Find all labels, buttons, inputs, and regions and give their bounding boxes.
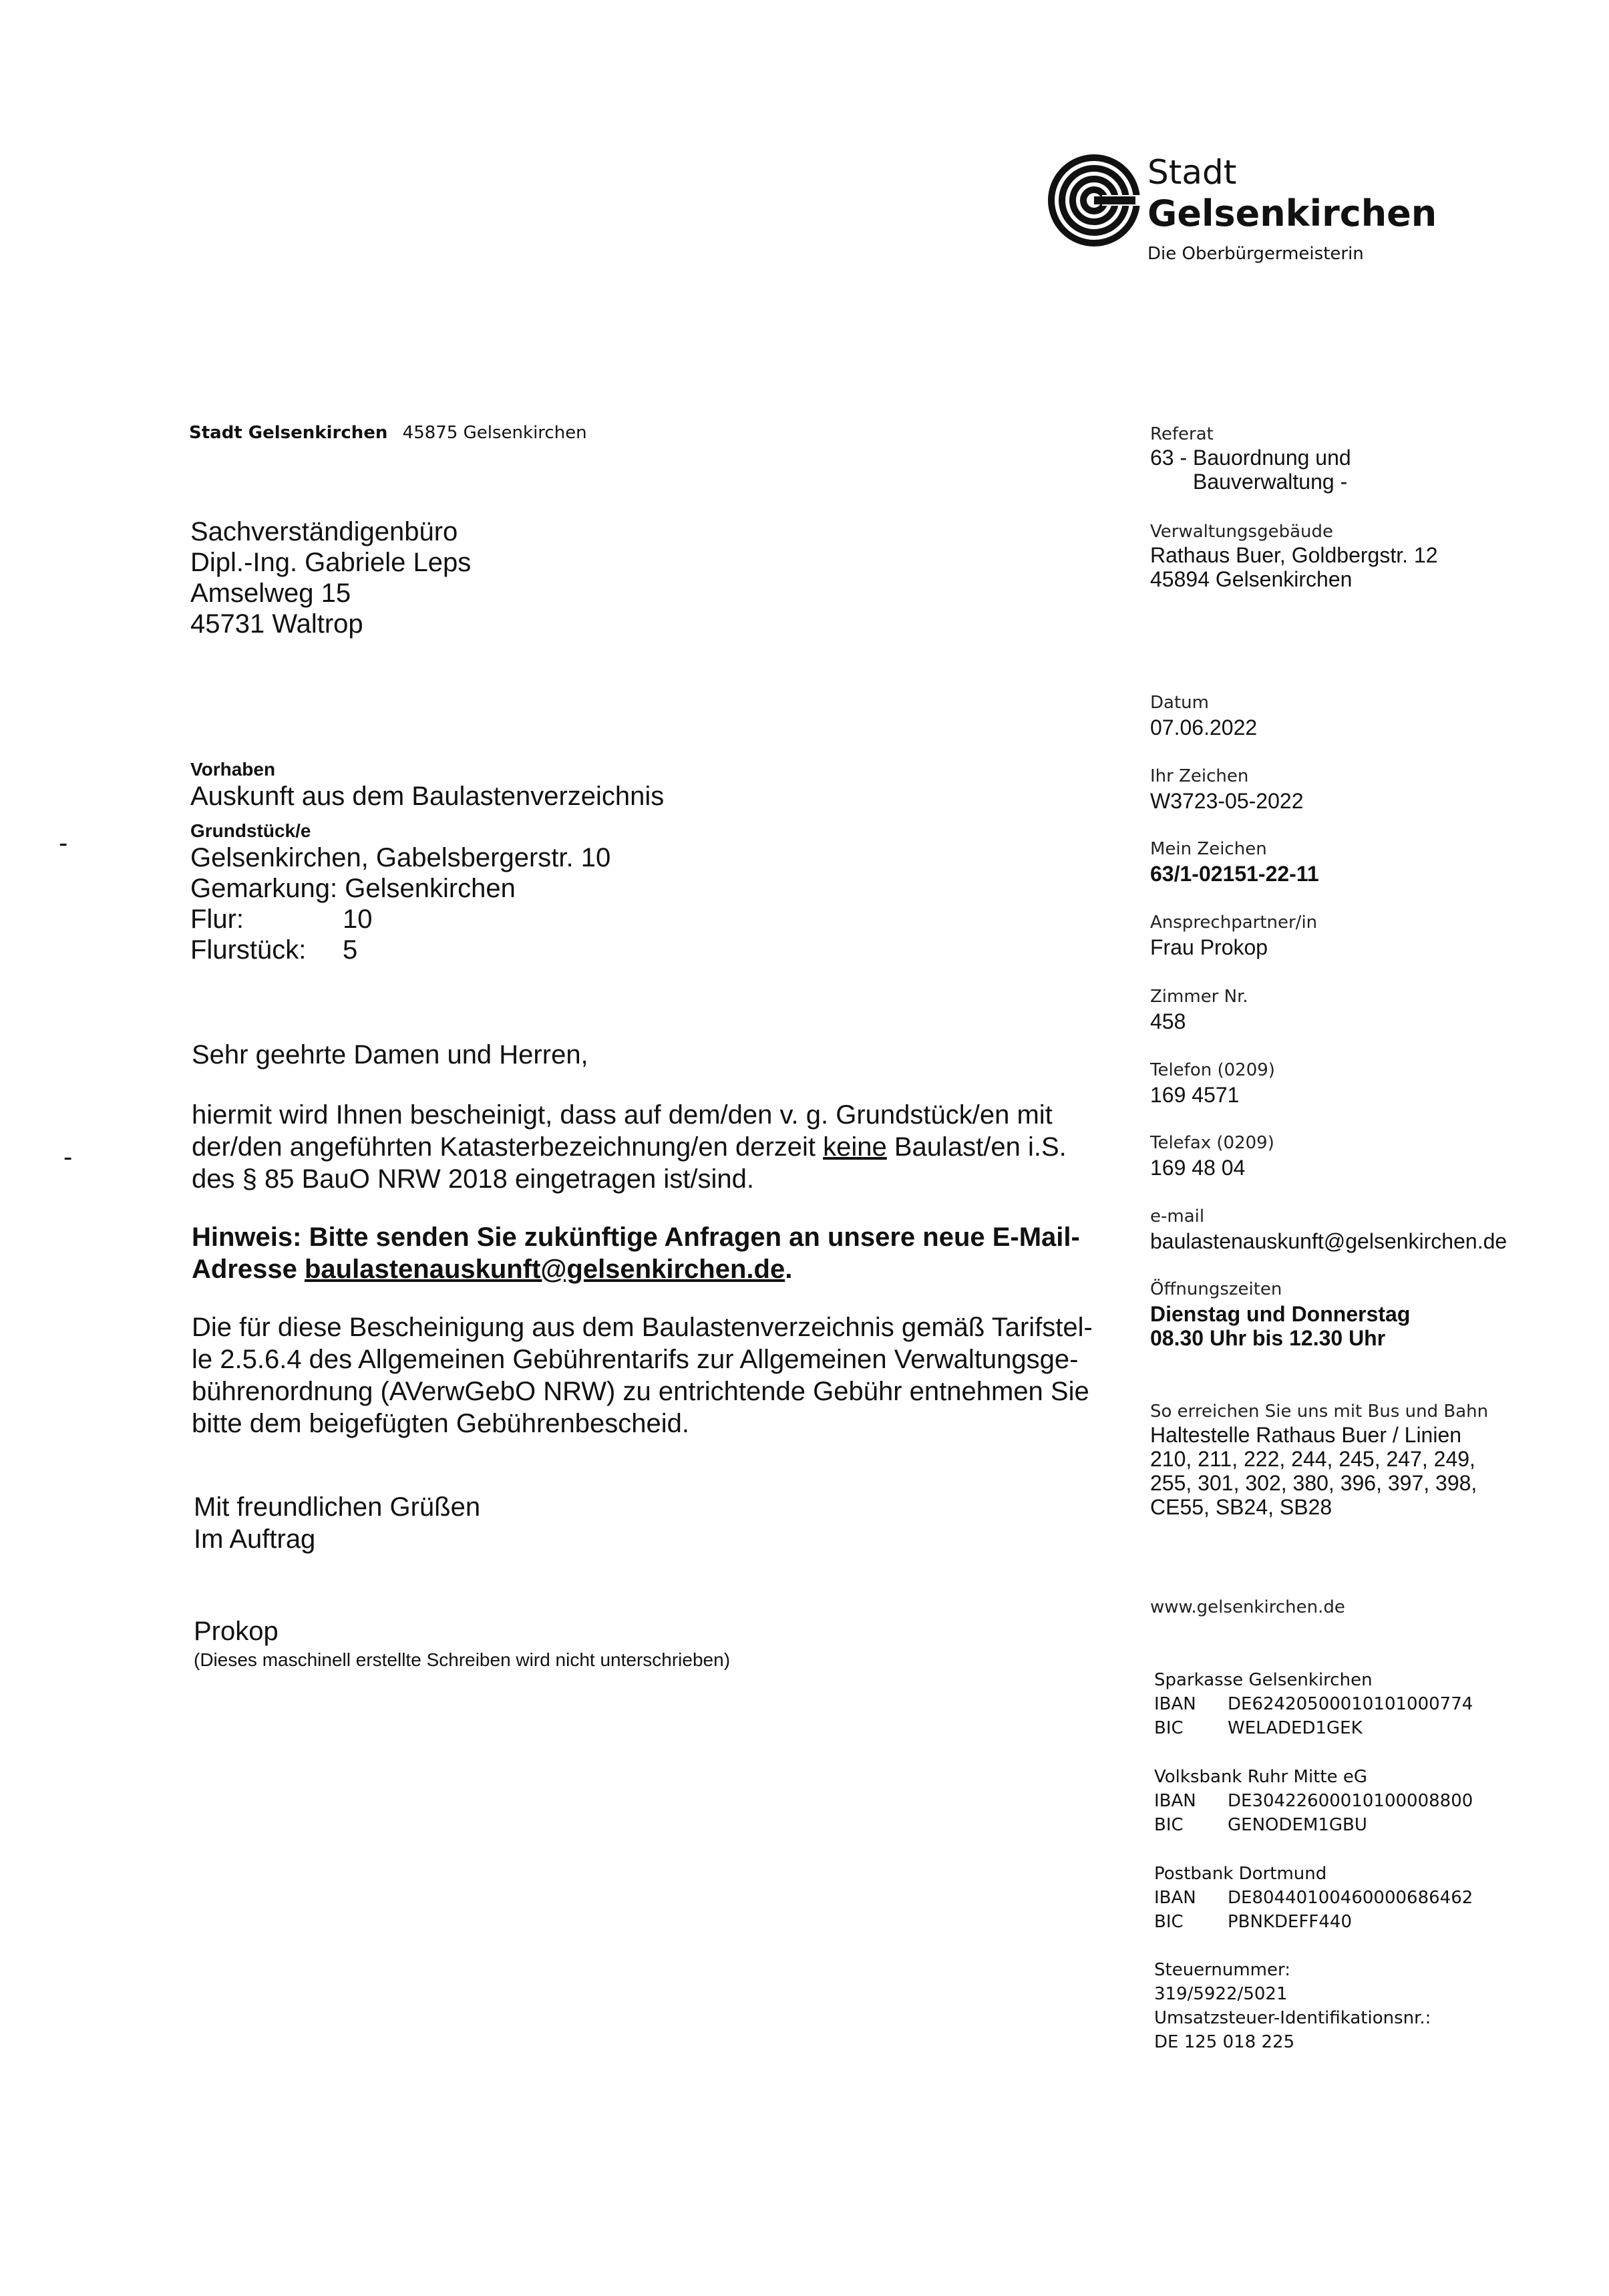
referat-line-1: 63 - Bauordnung und <box>1150 446 1351 470</box>
text-span: 02151-22-11 <box>1198 862 1319 886</box>
phone-label: Telefon (0209) <box>1150 1060 1275 1080</box>
signer-note: (Dieses maschinell erstellte Schreiben wird nicht unterschrieben) <box>194 1649 731 1670</box>
ihr-zeichen-label: Ihr Zeichen <box>1150 766 1249 786</box>
phone-value: 169 4571 <box>1150 1083 1240 1107</box>
paragraph-line: le 2.5.6.4 des Allgemeinen Gebührentarifs zur Allgemeinen Verwaltungsge- <box>192 1345 1079 1374</box>
building-line-1: Rathaus Buer, Goldbergstr. 12 <box>1150 543 1438 567</box>
bic-value: WELADED1GEK <box>1228 1718 1363 1738</box>
recipient-line: 45731 Waltrop <box>190 609 363 639</box>
paragraph-certification <box>192 1099 1067 1195</box>
paragraph-line: Die für diese Bescheinigung aus dem Baulastenverzeichnis gemäß Tarifstel- <box>192 1313 1093 1342</box>
vat-label: Umsatzsteuer-Identifikationsnr.: <box>1154 2008 1431 2028</box>
flurstueck-label: Flurstück: <box>190 935 307 965</box>
city-logo <box>1047 154 1448 274</box>
salutation: Sehr geehrte Damen und Herren, <box>192 1040 588 1070</box>
bank-name: Volksbank Ruhr Mitte eG <box>1154 1767 1367 1787</box>
grundstueck-value: Gelsenkirchen, Gabelsbergerstr. 10 <box>190 843 611 872</box>
logo-line-1: Stadt <box>1147 153 1237 192</box>
transit-line: 210, 211, 222, 244, 245, 247, 249, <box>1150 1447 1475 1471</box>
hours-line-1: Dienstag und Donnerstag <box>1150 1302 1411 1326</box>
iban-value: DE80440100460000686462 <box>1228 1888 1473 1908</box>
logo-line-2: Gelsenkirchen <box>1147 192 1437 234</box>
text-span: Baulast/en i.S. <box>886 1132 1067 1162</box>
contact-label: Ansprechpartner/in <box>1150 913 1318 933</box>
vorhaben-label: Vorhaben <box>190 759 276 780</box>
bank-entry <box>1154 1668 1528 1740</box>
transit-line: Haltestelle Rathaus Buer / Linien <box>1150 1423 1462 1447</box>
datum-label: Datum <box>1150 693 1209 713</box>
margin-mark: - <box>59 828 68 858</box>
email-label: e-mail <box>1150 1206 1205 1226</box>
tax-block <box>1154 1958 1528 2054</box>
closing-line: Mit freundlichen Grüßen <box>194 1492 481 1522</box>
city-emblem-icon <box>1047 154 1141 247</box>
return-address <box>189 422 587 444</box>
iban-value: DE62420500010101000774 <box>1228 1694 1473 1714</box>
vorhaben-value: Auskunft aus dem Baulastenverzeichnis <box>190 782 665 811</box>
paragraph-line <box>192 1131 1067 1163</box>
website-link[interactable]: www.gelsenkirchen.de <box>1150 1597 1345 1617</box>
bic-label: BIC <box>1154 1718 1184 1738</box>
vat-value: DE 125 018 225 <box>1154 2032 1295 2052</box>
contact-value: Frau Prokop <box>1150 935 1268 959</box>
fax-value: 169 48 04 <box>1150 1156 1246 1180</box>
referat-line-2: Bauverwaltung - <box>1193 470 1348 494</box>
hint-line: Hinweis: Bitte senden Sie zukünftige Anfragen an unsere neue E-Mail- <box>192 1222 1080 1252</box>
transit-line: 255, 301, 302, 380, 396, 397, 398, <box>1150 1471 1477 1495</box>
return-address-city: 45875 Gelsenkirchen <box>402 423 587 443</box>
bank-name: Sparkasse Gelsenkirchen <box>1154 1670 1373 1690</box>
margin-mark: - <box>63 1142 73 1172</box>
bank-entry <box>1154 1765 1528 1837</box>
mein-zeichen-label: Mein Zeichen <box>1150 839 1267 859</box>
hint-line <box>192 1253 1080 1285</box>
mein-zeichen-value <box>1150 861 1319 886</box>
keyword-keine: keine <box>823 1132 887 1162</box>
bank-entry <box>1154 1862 1528 1934</box>
paragraph-line: bührenordnung (AVerwGebO NRW) zu entrichtende Gebühr entnehmen Sie <box>192 1377 1089 1406</box>
hours-line-2: 08.30 Uhr bis 12.30 Uhr <box>1150 1326 1386 1350</box>
iban-label: IBAN <box>1154 1888 1196 1908</box>
tax-label: Steuernummer: <box>1154 1960 1291 1980</box>
closing-line: Im Auftrag <box>194 1524 316 1554</box>
tax-value: 319/5922/5021 <box>1154 1984 1288 2004</box>
text-span: der/den angeführten Katasterbezeichnung/en derzeit <box>192 1132 824 1162</box>
signer-name: Prokop <box>194 1617 279 1646</box>
hours-label: Öffnungszeiten <box>1150 1279 1282 1299</box>
text-span: Adresse <box>192 1255 305 1284</box>
transit-label: So erreichen Sie uns mit Bus und Bahn <box>1150 1402 1489 1422</box>
logo-line-3: Die Oberbürgermeisterin <box>1147 244 1364 264</box>
text-span: . <box>785 1255 793 1284</box>
flur-label: Flur: <box>190 905 244 934</box>
iban-label: IBAN <box>1154 1694 1196 1714</box>
gemarkung-value: Gelsenkirchen <box>345 874 516 903</box>
iban-value: DE30422600010100008800 <box>1228 1791 1473 1811</box>
recipient-line: Dipl.-Ing. Gabriele Leps <box>190 548 472 577</box>
paragraph-line: bitte dem beigefügten Gebührenbescheid. <box>192 1409 689 1438</box>
closing <box>194 1491 480 1555</box>
recipient-line: Amselweg 15 <box>190 579 351 608</box>
flurstueck-value: 5 <box>343 935 358 965</box>
recipient-block <box>190 516 471 639</box>
text-span: 63/1- <box>1150 862 1199 886</box>
gemarkung-label: Gemarkung: <box>190 874 338 903</box>
paragraph-line: hiermit wird Ihnen bescheinigt, dass auf dem/den v. g. Grundstück/en mit <box>192 1100 1053 1130</box>
hint-paragraph <box>192 1221 1080 1285</box>
grundstueck-label: Grundstück/e <box>190 820 311 841</box>
recipient-line: Sachverständigenbüro <box>190 517 458 546</box>
ihr-zeichen-value: W3723-05-2022 <box>1150 789 1304 813</box>
subject-block <box>190 758 664 965</box>
return-address-org: Stadt Gelsenkirchen <box>189 423 388 443</box>
fax-label: Telefax (0209) <box>1150 1133 1274 1153</box>
room-value: 458 <box>1150 1009 1186 1033</box>
room-label: Zimmer Nr. <box>1150 987 1248 1007</box>
paragraph-line: des § 85 BauO NRW 2018 eingetragen ist/sind. <box>192 1164 754 1194</box>
transit-line: CE55, SB24, SB28 <box>1150 1495 1332 1519</box>
iban-label: IBAN <box>1154 1791 1196 1811</box>
building-line-2: 45894 Gelsenkirchen <box>1150 567 1353 591</box>
bank-name: Postbank Dortmund <box>1154 1864 1327 1884</box>
datum-value: 07.06.2022 <box>1150 715 1258 740</box>
sidebar-email-link[interactable]: baulastenauskunft@gelsenkirchen.de <box>1150 1229 1507 1253</box>
referat-label: Referat <box>1150 424 1214 444</box>
paragraph-fee <box>192 1311 1093 1440</box>
hint-email-link[interactable]: baulastenauskunft@gelsenkirchen.de <box>304 1255 785 1284</box>
bic-value: PBNKDEFF440 <box>1228 1912 1352 1932</box>
building-label: Verwaltungsgebäude <box>1150 522 1333 542</box>
bic-value: GENODEM1GBU <box>1228 1815 1367 1835</box>
bic-label: BIC <box>1154 1912 1184 1932</box>
flur-value: 10 <box>343 905 373 934</box>
bic-label: BIC <box>1154 1815 1184 1835</box>
